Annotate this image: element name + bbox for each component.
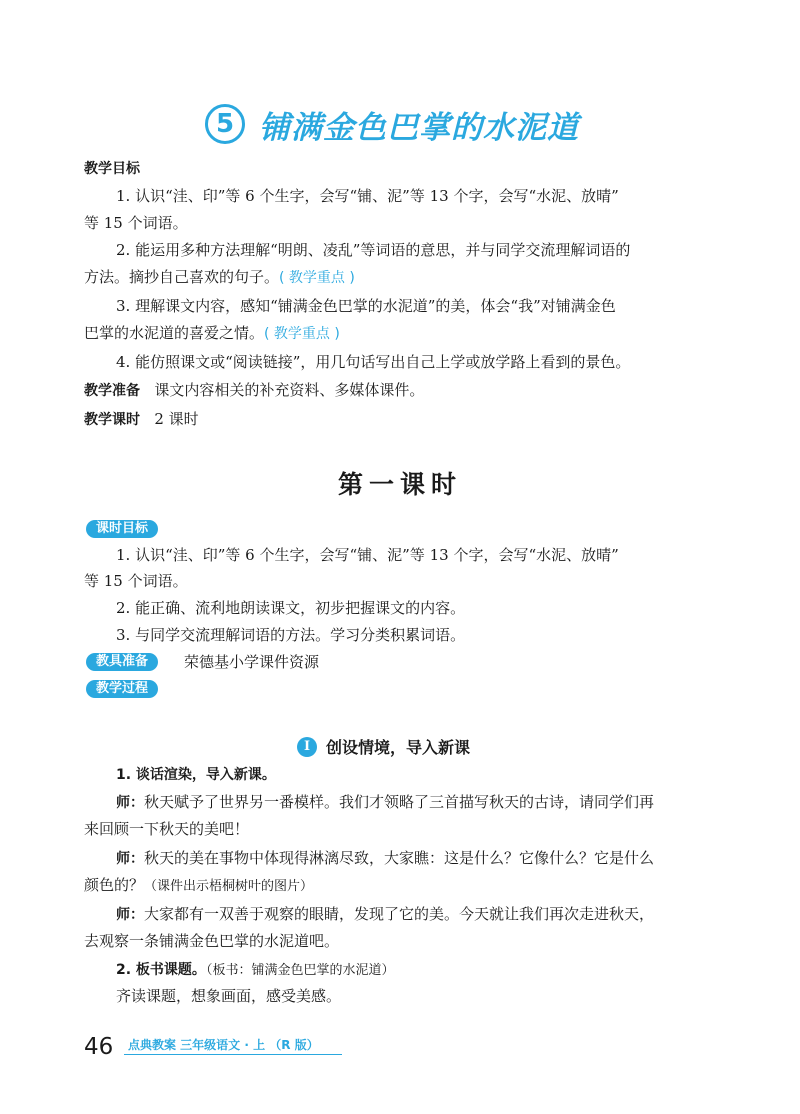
courseware-note: （课件出示梧桐树叶的图片） [144, 879, 314, 894]
key-point-mark: ( 教学重点 ) [279, 270, 355, 286]
teacher-line-2-cont-text: 颜色的？ [84, 876, 145, 894]
step-1-heading: 1. 谈话渲染，导入新课。 [116, 767, 276, 783]
goals-heading: 教学目标 [84, 161, 140, 177]
goal-item-2-text: 方法。摘抄自己喜欢的句子。 [84, 268, 280, 286]
teacher-line-2-cont [84, 875, 313, 897]
read-aloud-line: 齐读课题，想象画面，感受美感。 [116, 987, 342, 1005]
lesson-title-block [205, 96, 579, 152]
teacher-line-3-cont: 去观察一条铺满金色巴掌的水泥道吧。 [84, 932, 340, 950]
goal-item-1-line-2: 等 15 个词语。 [84, 214, 188, 232]
prep-row [84, 380, 424, 401]
key-point-mark: ( 教学重点 ) [264, 326, 340, 342]
hours-text: 2 课时 [154, 410, 199, 428]
teacher-line-2-text: 秋天的美在事物中体现得淋漓尽致，大家瞧：这是什么？它像什么？它是什么 [144, 849, 655, 867]
prep-label: 教学准备 [84, 383, 140, 399]
page-number: 46 [84, 1034, 114, 1060]
section-1-title-block [297, 735, 470, 758]
section-1-title: 创设情境，导入新课 [326, 738, 471, 757]
step-2-row [116, 959, 394, 981]
hours-row [84, 409, 199, 430]
teacher-label: 师： [116, 907, 144, 923]
lesson-goal-2: 2. 能正确、流利地朗读课文，初步把握课文的内容。 [116, 599, 466, 617]
section-number-badge: I [297, 737, 317, 757]
lesson-goal-3: 3. 与同学交流理解词语的方法。学习分类积累词语。 [116, 626, 466, 644]
lesson-number-badge: 5 [205, 104, 245, 144]
tools-text: 荣德基小学课件资源 [184, 653, 320, 671]
lesson-title: 铺满金色巴掌的水泥道 [259, 109, 579, 146]
teacher-label: 师： [116, 795, 144, 811]
first-lesson-title: 第一课时 [337, 470, 462, 499]
footer-book-title: 点典教案 三年级语文 · 上 （R 版） [128, 1038, 319, 1052]
prep-text: 课文内容相关的补充资料、多媒体课件。 [154, 381, 425, 399]
goal-item-2-line-2 [84, 267, 355, 288]
teacher-line-2 [116, 848, 654, 869]
process-label: 教学过程 [86, 680, 158, 698]
goal-item-3-line-2 [84, 323, 340, 344]
lesson-goal-1-line-2: 等 15 个词语。 [84, 572, 188, 590]
teacher-line-1-cont: 来回顾一下秋天的美吧！ [84, 820, 250, 838]
goal-item-3-text: 巴掌的水泥道的喜爱之情。 [84, 324, 265, 342]
goal-item-1-line-1: 1. 认识“洼、印”等 6 个生字，会写“铺、泥”等 13 个字，会写“水泥、放晴” [116, 187, 619, 205]
teacher-label: 师： [116, 851, 144, 867]
hours-label: 教学课时 [84, 412, 140, 428]
teacher-line-3 [116, 904, 654, 925]
teacher-line-3-text: 大家都有一双善于观察的眼睛，发现了它的美。今天就让我们再次走进秋天， [144, 905, 655, 923]
lesson-goals-label: 课时目标 [86, 520, 158, 538]
blackboard-note: （板书：铺满金色巴掌的水泥道） [205, 963, 395, 978]
goal-item-4: 4. 能仿照课文或“阅读链接”，用几句话写出自己上学或放学路上看到的景色。 [116, 353, 631, 371]
teacher-line-1 [116, 792, 654, 813]
footer-rule [124, 1054, 342, 1055]
lesson-goal-1-line-1: 1. 认识“洼、印”等 6 个生字，会写“铺、泥”等 13 个字，会写“水泥、放晴” [116, 546, 619, 564]
tools-label: 教具准备 [86, 653, 158, 671]
goal-item-3-line-1: 3. 理解课文内容，感知“铺满金色巴掌的水泥道”的美，体会“我”对铺满金色 [116, 297, 616, 315]
goal-item-2-line-1: 2. 能运用多种方法理解“明朗、凌乱”等词语的意思，并与同学交流理解词语的 [116, 241, 631, 259]
step-2-heading: 2. 板书课题。 [116, 962, 206, 978]
teacher-line-1-text: 秋天赋予了世界另一番模样。我们才领略了三首描写秋天的古诗，请同学们再 [144, 793, 655, 811]
